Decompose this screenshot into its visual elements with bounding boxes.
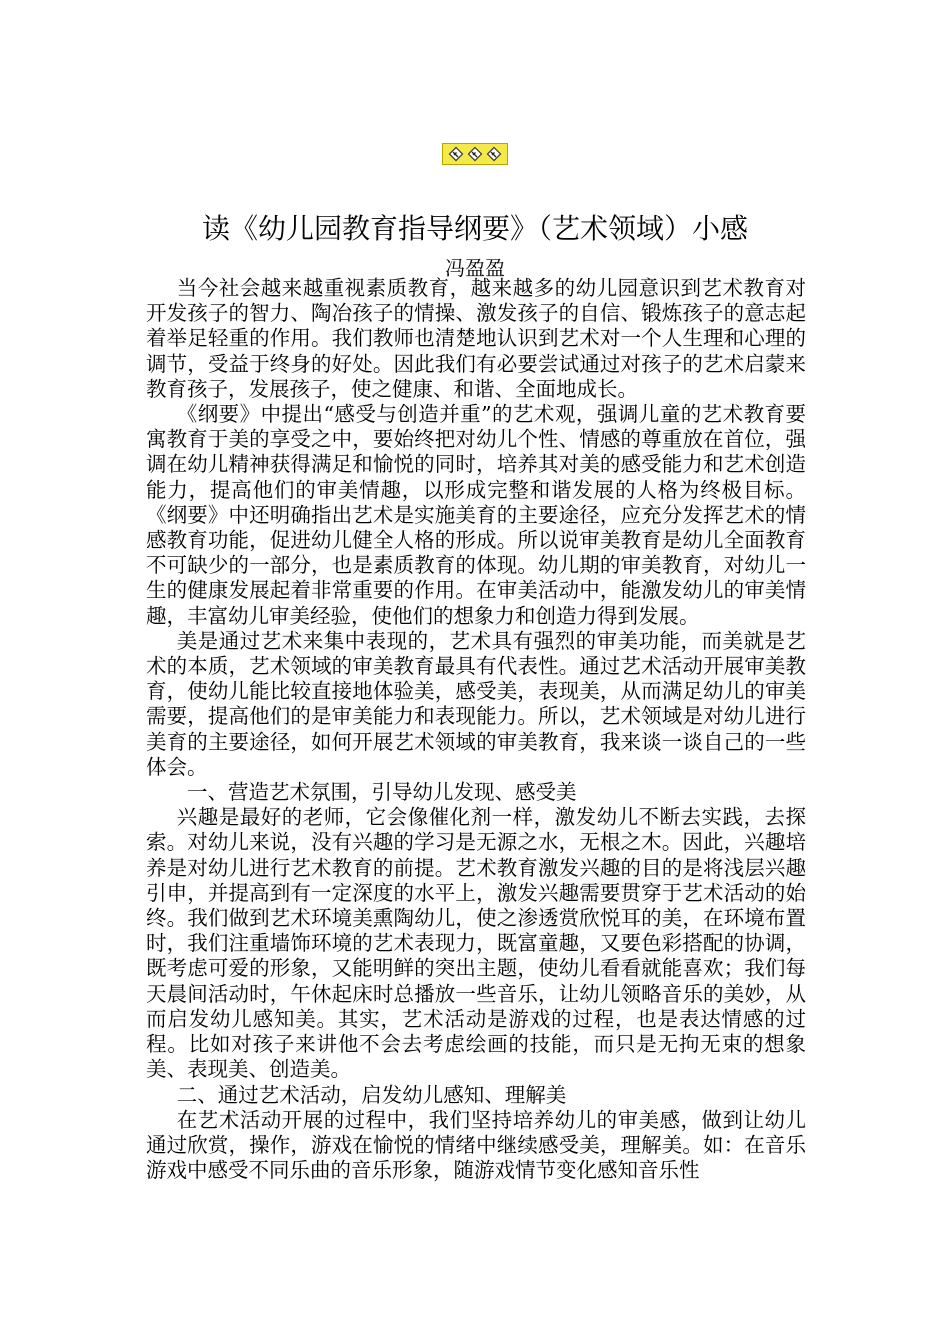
document-title: 读《幼儿园教育指导纲要》（艺术领域）小感 (201, 212, 748, 245)
author-name: 冯盈盈 (445, 256, 505, 280)
section-heading: 二、通过艺术活动，启发幼儿感知、理解美 (176, 1082, 567, 1107)
diamond-ornament-icon (486, 146, 502, 162)
diamond-ornament-icon (448, 146, 464, 162)
paragraph: 《纲要》中提出“感受与创造并重”的艺术观，强调儿童的艺术教育要寓教育于美的享受之中，要始终把对幼儿个性、情感的尊重放在首位，强调在幼儿精神获得满足和愉悦的同时，培养其对美的感受能力和艺术创造能力，提高他们的审美情趣，以形成完整和谐发展的人格为终极目标。《纲要》中还明确指出艺术是实施美育的主要途径，应充分发挥艺术的情感教育功能，促进幼儿健全人格的形成。所以说审美教育是幼儿全面教育不可缺少的一部分，也是素质教育的体现。幼儿期的审美教育，对幼儿一生的健康发展起着非常重要的作用。在审美活动中，能激发幼儿的审美情趣，丰富幼儿审美经验，使他们的想象力和创造力得到发展。 (146, 402, 806, 628)
paragraph: 兴趣是最好的老师，它会像催化剂一样，激发幼儿不断去实践，去探索。对幼儿来说，没有兴趣的学习是无源之水，无根之木。因此，兴趣培养是对幼儿进行艺术教育的前提。艺术教育激发兴趣的目的是将浅层兴趣引申，并提高到有一定深度的水平上，激发兴趣需要贯穿于艺术活动的始终。我们做到艺术环境美熏陶幼儿，使之渗透赏欣悦耳的美，在环境布置时，我们注重墙饰环境的艺术表现力，既富童趣，又要色彩搭配的协调，既考虑可爱的形象，又能明鲜的突出主题，使幼儿看看就能喜欢；我们每天晨间活动时，午休起床时总播放一些音乐，让幼儿领略音乐的美妙，从而启发幼儿感知美。其实，艺术活动是游戏的过程，也是表达情感的过程。比如对孩子来讲他不会去考虑绘画的技能，而只是无拘无束的想象美、表现美、创造美。 (146, 805, 806, 1082)
diamond-ornament-icon (467, 146, 483, 162)
paragraph: 美是通过艺术来集中表现的，艺术具有强烈的审美功能，而美就是艺术的本质，艺术领域的审美教育最具有代表性。通过艺术活动开展审美教育，使幼儿能比较直接地体验美，感受美，表现美，从而满足幼儿的审美需要，提高他们的是审美能力和表现能力。所以，艺术领域是对幼儿进行美育的主要途径，如何开展艺术领域的审美教育，我来谈一谈自己的一些体会。 (146, 628, 806, 779)
section-heading: 一、营造艺术氛围，引导幼儿发现、感受美 (187, 780, 577, 805)
paragraph: 当今社会越来越重视素质教育，越来越多的幼儿园意识到艺术教育对开发孩子的智力、陶冶孩子的情操、激发孩子的自信、锻炼孩子的意志起着举足轻重的作用。我们教师也清楚地认识到艺术对一个人生理和心理的调节，受益于终身的好处。因此我们有必要尝试通过对孩子的艺术启蒙来教育孩子，发展孩子，使之健康、和谐、全面地成长。 (146, 276, 806, 401)
paragraph: 在艺术活动开展的过程中，我们坚持培养幼儿的审美感，做到让幼儿通过欣赏，操作，游戏在愉悦的情绪中继续感受美，理解美。如：在音乐游戏中感受不同乐曲的音乐形象，随游戏情节变化感知音乐性 (146, 1107, 806, 1183)
decorative-ornament-bar (442, 143, 508, 165)
article-body (146, 276, 806, 1183)
